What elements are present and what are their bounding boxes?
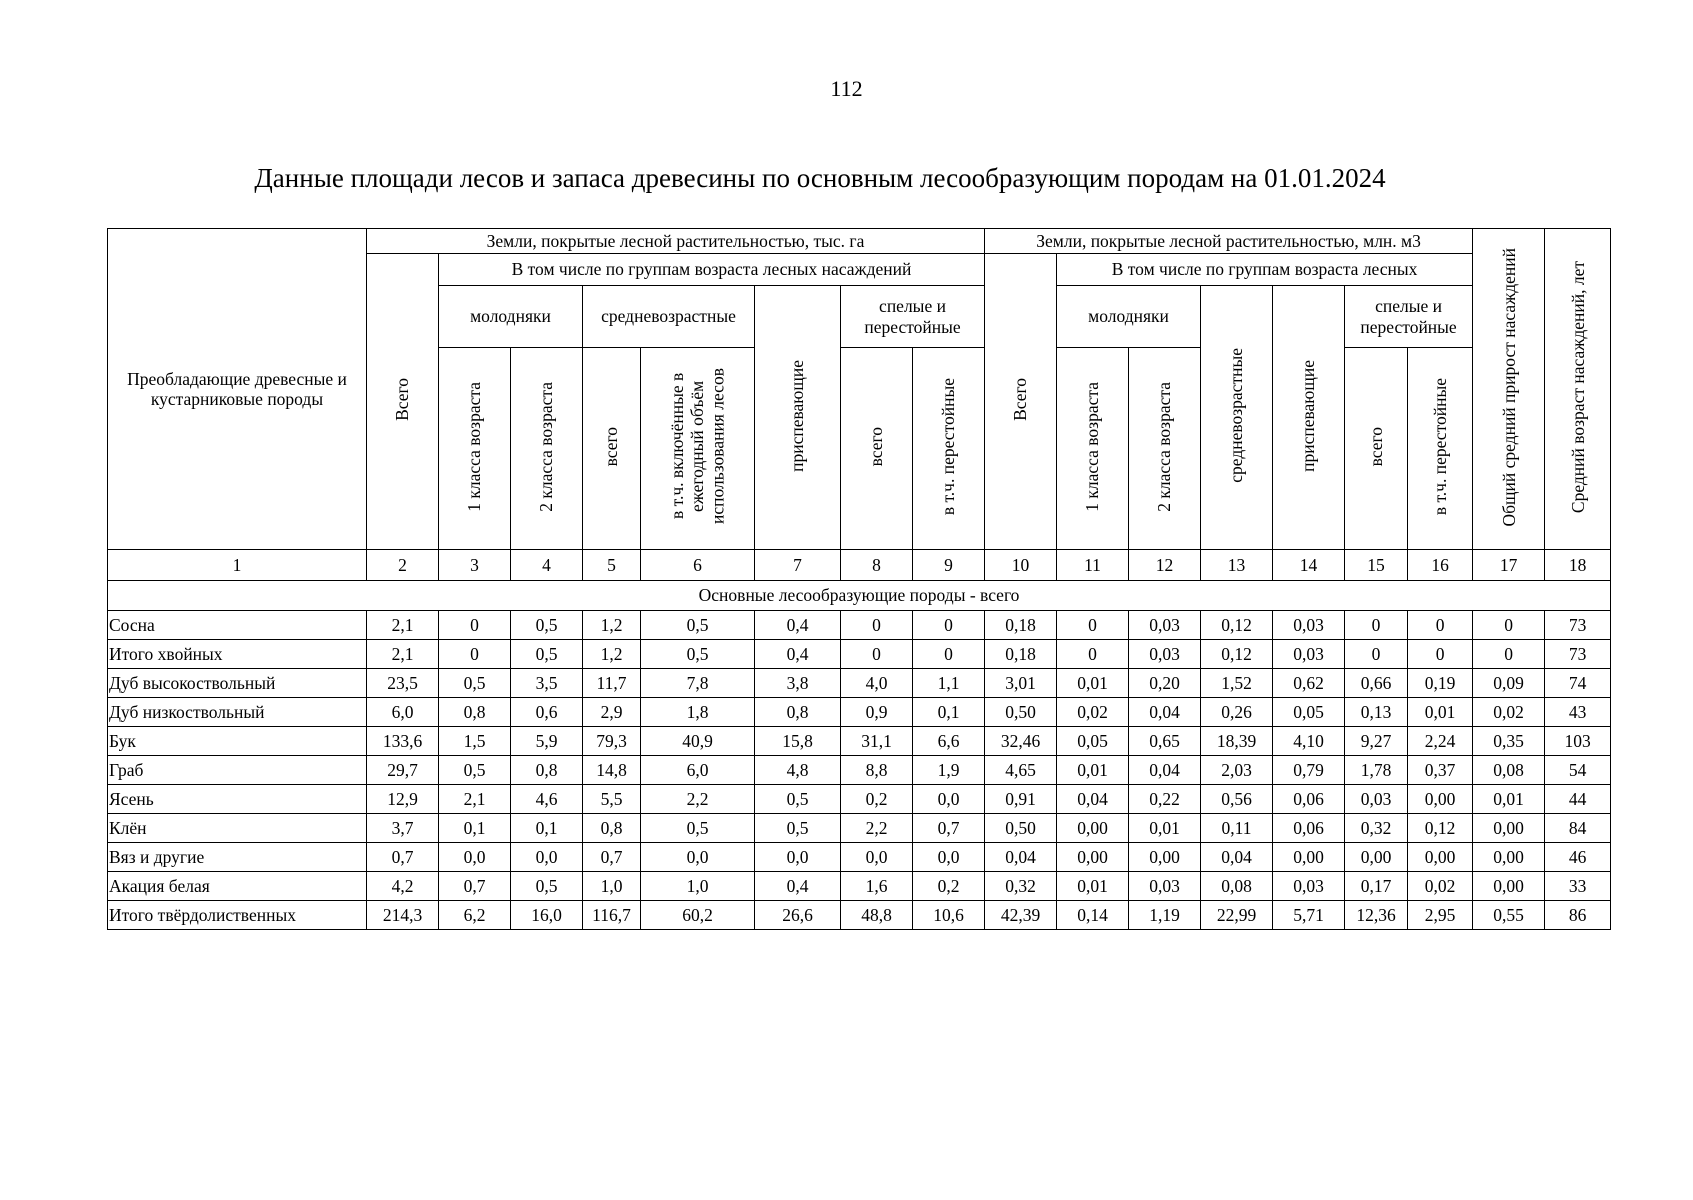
header-stock-young-1: 1 класса возраста — [1057, 348, 1129, 550]
header-area-mature: спелые и перестойные — [841, 286, 985, 348]
table-cell: 0,9 — [841, 698, 913, 727]
table-cell: 12,36 — [1345, 901, 1408, 930]
table-cell: 0,00 — [1408, 843, 1473, 872]
table-cell: 0,01 — [1408, 698, 1473, 727]
table-cell: 44 — [1545, 785, 1611, 814]
table-cell: 3,8 — [755, 669, 841, 698]
table-cell: 0,8 — [439, 698, 511, 727]
table-cell: 0,03 — [1129, 872, 1201, 901]
table-cell: 4,0 — [841, 669, 913, 698]
table-cell: 0 — [913, 611, 985, 640]
header-stock-young-2: 2 класса возраста — [1129, 348, 1201, 550]
table-cell: 1,8 — [641, 698, 755, 727]
table-cell: 48,8 — [841, 901, 913, 930]
table-cell: 74 — [1545, 669, 1611, 698]
table-cell: 43 — [1545, 698, 1611, 727]
table-cell: 0,55 — [1473, 901, 1545, 930]
table-cell: 3,5 — [511, 669, 583, 698]
table-cell: 0 — [439, 611, 511, 640]
table-cell: 2,95 — [1408, 901, 1473, 930]
table-row — [108, 785, 1611, 814]
table-cell: 0,7 — [367, 843, 439, 872]
table-cell: 0,18 — [985, 611, 1057, 640]
document-title: Данные площади лесов и запаса древесины по основным лесообразующим породам на 01.01.2024 — [254, 163, 1386, 193]
table-cell: 0,03 — [1273, 640, 1345, 669]
table-cell: 60,2 — [641, 901, 755, 930]
table-cell: 1,19 — [1129, 901, 1201, 930]
header-area-mature-over: в т.ч. перестойные — [913, 348, 985, 550]
forest-data-table — [107, 228, 1611, 930]
table-cell: 6,0 — [367, 698, 439, 727]
table-cell: 116,7 — [583, 901, 641, 930]
table-cell: 0,0 — [755, 843, 841, 872]
table-cell: 0,5 — [755, 785, 841, 814]
header-stock-age-groups: В том числе по группам возраста лесных — [1057, 254, 1473, 286]
table-cell: 2,2 — [841, 814, 913, 843]
table-cell: 0,1 — [439, 814, 511, 843]
column-number: 11 — [1057, 550, 1129, 581]
header-area-young-2: 2 класса возраста — [511, 348, 583, 550]
table-row — [108, 640, 1611, 669]
table-cell: 0,00 — [1057, 814, 1129, 843]
table-cell: 3,01 — [985, 669, 1057, 698]
table-cell: 40,9 — [641, 727, 755, 756]
table-cell: 0,00 — [1129, 843, 1201, 872]
column-number: 12 — [1129, 550, 1201, 581]
table-cell: 12,9 — [367, 785, 439, 814]
row-label: Акация белая — [108, 872, 367, 901]
table-cell: 103 — [1545, 727, 1611, 756]
table-cell: 4,6 — [511, 785, 583, 814]
table-cell: 0,01 — [1057, 669, 1129, 698]
header-area-group: Земли, покрытые лесной растительностью, тыс. га — [367, 229, 985, 254]
column-number: 4 — [511, 550, 583, 581]
table-cell: 4,10 — [1273, 727, 1345, 756]
row-label: Дуб высокоствольный — [108, 669, 367, 698]
table-cell: 0,04 — [1129, 698, 1201, 727]
table-cell: 6,6 — [913, 727, 985, 756]
table-cell: 18,39 — [1201, 727, 1273, 756]
header-area-middle: средневозрастные — [583, 286, 755, 348]
table-cell: 0,17 — [1345, 872, 1408, 901]
row-label: Граб — [108, 756, 367, 785]
table-cell: 2,9 — [583, 698, 641, 727]
row-label: Ясень — [108, 785, 367, 814]
table-cell: 0,2 — [913, 872, 985, 901]
table-cell: 0,03 — [1273, 611, 1345, 640]
table-cell: 23,5 — [367, 669, 439, 698]
table-cell: 2,1 — [439, 785, 511, 814]
table-cell: 0,79 — [1273, 756, 1345, 785]
column-number: 6 — [641, 550, 755, 581]
table-cell: 0 — [1473, 640, 1545, 669]
table-cell: 0,32 — [985, 872, 1057, 901]
table-cell: 0 — [913, 640, 985, 669]
header-area-young-1: 1 класса возраста — [439, 348, 511, 550]
table-cell: 0,00 — [1345, 843, 1408, 872]
table-cell: 0,37 — [1408, 756, 1473, 785]
table-row — [108, 814, 1611, 843]
table-row — [108, 756, 1611, 785]
table-cell: 54 — [1545, 756, 1611, 785]
table-cell: 0,03 — [1129, 640, 1201, 669]
table-cell: 8,8 — [841, 756, 913, 785]
table-cell: 0,8 — [511, 756, 583, 785]
table-cell: 0,12 — [1201, 611, 1273, 640]
table-cell: 42,39 — [985, 901, 1057, 930]
table-cell: 0,02 — [1057, 698, 1129, 727]
table-cell: 0,18 — [985, 640, 1057, 669]
table-cell: 0,04 — [1201, 843, 1273, 872]
table-cell: 0,14 — [1057, 901, 1129, 930]
table-cell: 0,03 — [1345, 785, 1408, 814]
column-number: 14 — [1273, 550, 1345, 581]
table-cell: 0 — [1057, 640, 1129, 669]
table-cell: 0,50 — [985, 698, 1057, 727]
table-cell: 0,13 — [1345, 698, 1408, 727]
table-cell: 14,8 — [583, 756, 641, 785]
column-number: 7 — [755, 550, 841, 581]
table-cell: 26,6 — [755, 901, 841, 930]
table-cell: 0,4 — [755, 640, 841, 669]
table-cell: 0,00 — [1057, 843, 1129, 872]
table-cell: 0,20 — [1129, 669, 1201, 698]
table-cell: 29,7 — [367, 756, 439, 785]
row-label: Итого твёрдолиственных — [108, 901, 367, 930]
header-area-young: молодняки — [439, 286, 583, 348]
table-cell: 0,66 — [1345, 669, 1408, 698]
table-cell: 0,8 — [583, 814, 641, 843]
table-cell: 0,65 — [1129, 727, 1201, 756]
table-cell: 2,03 — [1201, 756, 1273, 785]
table-cell: 0,5 — [511, 872, 583, 901]
table-cell: 0,5 — [755, 814, 841, 843]
row-label: Итого хвойных — [108, 640, 367, 669]
table-cell: 0,12 — [1408, 814, 1473, 843]
row-label: Сосна — [108, 611, 367, 640]
table-cell: 0,5 — [641, 611, 755, 640]
table-cell: 0,2 — [841, 785, 913, 814]
table-cell: 0,02 — [1473, 698, 1545, 727]
table-cell: 15,8 — [755, 727, 841, 756]
table-cell: 0,1 — [511, 814, 583, 843]
table-cell: 0,01 — [1057, 756, 1129, 785]
column-number: 5 — [583, 550, 641, 581]
column-number: 13 — [1201, 550, 1273, 581]
table-cell: 7,8 — [641, 669, 755, 698]
header-avg-age: Средний возраст насаждений, лет — [1545, 229, 1611, 550]
table-cell: 11,7 — [583, 669, 641, 698]
table-cell: 0 — [1345, 611, 1408, 640]
table-cell: 0,0 — [841, 843, 913, 872]
table-cell: 0,0 — [511, 843, 583, 872]
table-cell: 2,2 — [641, 785, 755, 814]
table-cell: 0,4 — [755, 611, 841, 640]
table-cell: 0,08 — [1473, 756, 1545, 785]
table-cell: 0,05 — [1057, 727, 1129, 756]
table-cell: 0,19 — [1408, 669, 1473, 698]
table-cell: 0,5 — [439, 756, 511, 785]
header-avg-growth: Общий средний прирост насаждений — [1473, 229, 1545, 550]
table-cell: 5,5 — [583, 785, 641, 814]
table-cell: 0,5 — [511, 611, 583, 640]
header-stock-total: Всего — [985, 254, 1057, 550]
column-number: 3 — [439, 550, 511, 581]
table-cell: 214,3 — [367, 901, 439, 930]
column-number: 1 — [108, 550, 367, 581]
table-cell: 1,6 — [841, 872, 913, 901]
table-cell: 0,6 — [511, 698, 583, 727]
header-stock-mature-over: в т.ч. перестойные — [1408, 348, 1473, 550]
table-cell: 0,00 — [1273, 843, 1345, 872]
header-species: Преобладающие древесные и кустарниковые породы — [108, 229, 367, 550]
table-cell: 0,1 — [913, 698, 985, 727]
table-cell: 10,6 — [913, 901, 985, 930]
table-cell: 0,06 — [1273, 785, 1345, 814]
table-cell: 6,2 — [439, 901, 511, 930]
table-cell: 32,46 — [985, 727, 1057, 756]
table-cell: 0,01 — [1129, 814, 1201, 843]
table-cell: 1,0 — [583, 872, 641, 901]
table-cell: 16,0 — [511, 901, 583, 930]
table-cell: 6,0 — [641, 756, 755, 785]
table-cell: 0,91 — [985, 785, 1057, 814]
row-label: Клён — [108, 814, 367, 843]
table-cell: 0,11 — [1201, 814, 1273, 843]
table-cell: 22,99 — [1201, 901, 1273, 930]
table-cell: 0 — [1408, 640, 1473, 669]
column-number: 2 — [367, 550, 439, 581]
table-cell: 0,04 — [1129, 756, 1201, 785]
column-number: 9 — [913, 550, 985, 581]
header-stock-mature-all: всего — [1345, 348, 1408, 550]
row-label: Дуб низкоствольный — [108, 698, 367, 727]
header-area-premature: приспевающие — [755, 286, 841, 550]
table-cell: 0,01 — [1057, 872, 1129, 901]
table-cell: 0,05 — [1273, 698, 1345, 727]
table-cell: 0,7 — [913, 814, 985, 843]
table-cell: 0,26 — [1201, 698, 1273, 727]
table-cell: 86 — [1545, 901, 1611, 930]
table-cell: 0,5 — [439, 669, 511, 698]
header-area-age-groups: В том числе по группам возраста лесных насаждений — [439, 254, 985, 286]
table-cell: 0,00 — [1473, 843, 1545, 872]
row-label: Вяз и другие — [108, 843, 367, 872]
table-cell: 9,27 — [1345, 727, 1408, 756]
table-cell: 0,0 — [439, 843, 511, 872]
table-cell: 0,56 — [1201, 785, 1273, 814]
table-cell: 0,12 — [1201, 640, 1273, 669]
table-cell: 1,1 — [913, 669, 985, 698]
table-cell: 1,0 — [641, 872, 755, 901]
table-cell: 1,52 — [1201, 669, 1273, 698]
header-stock-premature: приспевающие — [1273, 286, 1345, 550]
table-cell: 2,24 — [1408, 727, 1473, 756]
table-cell: 0,00 — [1408, 785, 1473, 814]
table-cell: 2,1 — [367, 640, 439, 669]
table-cell: 1,5 — [439, 727, 511, 756]
table-cell: 0,08 — [1201, 872, 1273, 901]
column-number: 17 — [1473, 550, 1545, 581]
table-cell: 73 — [1545, 611, 1611, 640]
table-cell: 0,22 — [1129, 785, 1201, 814]
table-row — [108, 901, 1611, 930]
table-cell: 0,7 — [439, 872, 511, 901]
table-cell: 0,0 — [913, 785, 985, 814]
table-cell: 0 — [1473, 611, 1545, 640]
table-cell: 4,65 — [985, 756, 1057, 785]
table-cell: 0,35 — [1473, 727, 1545, 756]
table-cell: 0 — [1408, 611, 1473, 640]
page-number: 112 — [830, 76, 863, 101]
header-stock-middle: средневозрастные — [1201, 286, 1273, 550]
table-cell: 0,5 — [641, 640, 755, 669]
table-row — [108, 611, 1611, 640]
table-cell: 0,32 — [1345, 814, 1408, 843]
table-cell: 0,7 — [583, 843, 641, 872]
column-number: 8 — [841, 550, 913, 581]
table-cell: 0,06 — [1273, 814, 1345, 843]
table-cell: 0,02 — [1408, 872, 1473, 901]
column-numbers-row — [108, 550, 1611, 581]
table-row — [108, 872, 1611, 901]
header-stock-group: Земли, покрытые лесной растительностью, млн. м3 — [985, 229, 1473, 254]
header-area-middle-incl: в т.ч. включённые в ежегодный объём использования лесов — [641, 348, 755, 550]
table-cell: 3,7 — [367, 814, 439, 843]
table-cell: 46 — [1545, 843, 1611, 872]
header-stock-mature: спелые и перестойные — [1345, 286, 1473, 348]
table-cell: 0,5 — [641, 814, 755, 843]
table-row — [108, 669, 1611, 698]
table-cell: 0,62 — [1273, 669, 1345, 698]
table-cell: 0,0 — [641, 843, 755, 872]
table-cell: 0,50 — [985, 814, 1057, 843]
table-cell: 84 — [1545, 814, 1611, 843]
table-cell: 4,2 — [367, 872, 439, 901]
table-cell: 0,5 — [511, 640, 583, 669]
table-cell: 79,3 — [583, 727, 641, 756]
table-cell: 0,09 — [1473, 669, 1545, 698]
table-cell: 5,9 — [511, 727, 583, 756]
table-cell: 73 — [1545, 640, 1611, 669]
table-cell: 0 — [439, 640, 511, 669]
table-cell: 1,2 — [583, 611, 641, 640]
table-cell: 0 — [841, 611, 913, 640]
header-area-total: Всего — [367, 254, 439, 550]
header-stock-young: молодняки — [1057, 286, 1201, 348]
table-cell: 5,71 — [1273, 901, 1345, 930]
table-cell: 0,0 — [913, 843, 985, 872]
table-cell: 0,01 — [1473, 785, 1545, 814]
table-cell: 0,04 — [985, 843, 1057, 872]
table-cell: 31,1 — [841, 727, 913, 756]
table-cell: 1,2 — [583, 640, 641, 669]
table-cell: 0 — [841, 640, 913, 669]
table-cell: 133,6 — [367, 727, 439, 756]
table-cell: 0,00 — [1473, 872, 1545, 901]
table-cell: 0 — [1057, 611, 1129, 640]
table-cell: 0,03 — [1273, 872, 1345, 901]
column-number: 10 — [985, 550, 1057, 581]
row-label: Бук — [108, 727, 367, 756]
table-cell: 0,4 — [755, 872, 841, 901]
column-number: 16 — [1408, 550, 1473, 581]
table-cell: 1,78 — [1345, 756, 1408, 785]
column-number: 18 — [1545, 550, 1611, 581]
header-area-middle-all: всего — [583, 348, 641, 550]
table-row — [108, 698, 1611, 727]
table-cell: 0 — [1345, 640, 1408, 669]
table-cell: 2,1 — [367, 611, 439, 640]
table-cell: 1,9 — [913, 756, 985, 785]
column-number: 15 — [1345, 550, 1408, 581]
table-cell: 0,8 — [755, 698, 841, 727]
table-cell: 0,00 — [1473, 814, 1545, 843]
table-cell: 0,04 — [1057, 785, 1129, 814]
table-cell: 0,03 — [1129, 611, 1201, 640]
header-area-mature-all: всего — [841, 348, 913, 550]
table-row — [108, 727, 1611, 756]
table-row — [108, 843, 1611, 872]
table-cell: 33 — [1545, 872, 1611, 901]
section-title: Основные лесообразующие породы - всего — [108, 581, 1611, 611]
table-cell: 4,8 — [755, 756, 841, 785]
